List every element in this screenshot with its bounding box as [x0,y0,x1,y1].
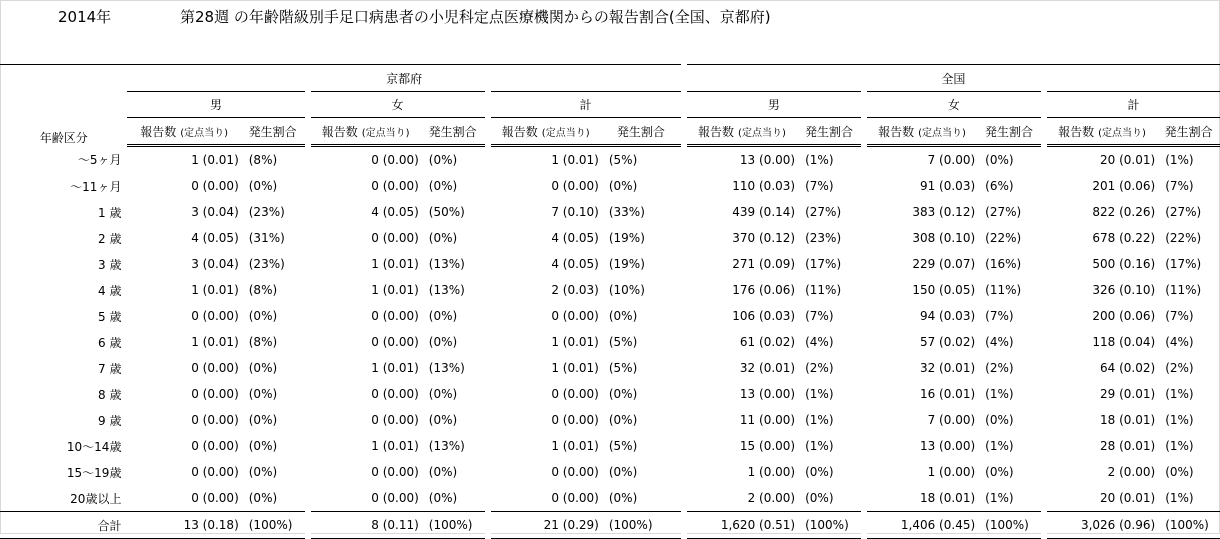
ratio-cell: (0%) [985,413,1014,427]
reports-label: 報告数 [321,124,358,139]
national-total-reports-header [1044,118,1157,146]
count-cell: 18 (0.01) [864,485,977,512]
region-national-header: 全国 [684,65,1220,92]
reports-label: 報告数 [878,124,915,139]
count-cell: 0 (0.00) [308,459,421,485]
kyoto-male-reports-header [127,118,240,146]
age-cell: 2 歳 [98,231,122,246]
national-female-reports-header [864,118,977,146]
count-cell: 3,026 (0.96) [1044,512,1157,539]
table-row [0,303,1220,329]
age-cell: ～11ヶ月 [70,179,122,194]
per-sentinel-label: (定点当り) [1098,127,1146,139]
ratio-cell: (1%) [985,491,1014,505]
per-sentinel-label: (定点当り) [738,127,786,139]
kyoto-total-reports-header [488,118,601,146]
count-cell: 15 (0.00) [684,433,797,459]
count-cell: 57 (0.02) [864,329,977,355]
ratio-cell: (31%) [248,231,285,245]
ratio-cell: (100%) [797,512,864,539]
count-cell: 1,620 (0.51) [684,512,797,539]
count-cell: 0 (0.00) [308,407,421,433]
ratio-cell: (0%) [428,153,458,167]
count-cell: 229 (0.07) [864,251,977,277]
age-cell: 20歳以上 [70,491,122,506]
count-cell: 271 (0.09) [684,251,797,277]
table-row [0,407,1220,433]
age-header: 年齢区分 [39,130,88,145]
count-cell: 822 (0.26) [1044,199,1157,225]
count-cell: 1 (0.01) [308,433,421,459]
ratio-cell: (0%) [805,465,834,479]
ratio-cell: (0%) [601,173,684,199]
count-cell: 0 (0.00) [191,491,239,505]
per-sentinel-label: (定点当り) [361,127,410,139]
per-sentinel-label: (定点当り) [180,127,229,139]
ratio-cell: (0%) [248,309,278,323]
count-cell: 1 (0.01) [488,355,601,381]
count-cell: 118 (0.04) [1044,329,1157,355]
table-row [0,485,1220,512]
count-cell: 1 (0.00) [864,459,977,485]
ratio-cell: (23%) [248,205,285,219]
ratio-cell: (0%) [805,491,834,505]
ratio-cell: (19%) [601,251,684,277]
count-cell: 110 (0.03) [684,173,797,199]
ratio-cell: (1%) [1165,439,1194,453]
ratio-cell: (0%) [985,465,1014,479]
count-cell: 13 (0.00) [684,146,797,174]
ratio-cell: (4%) [985,335,1014,349]
age-cell: 10～14歳 [66,439,122,454]
ratio-cell: (0%) [428,465,458,479]
count-cell: 16 (0.01) [864,381,977,407]
age-cell: 9 歳 [98,413,122,428]
count-cell: 0 (0.00) [488,459,601,485]
per-sentinel-label: (定点当り) [541,127,590,139]
ratio-cell: (4%) [805,335,834,349]
count-cell: 61 (0.02) [684,329,797,355]
count-cell: 2 (0.00) [1044,459,1157,485]
count-cell: 3 (0.04) [191,257,239,271]
ratio-cell: (7%) [1165,179,1194,193]
count-cell: 18 (0.01) [1044,407,1157,433]
ratio-cell: (0%) [428,309,458,323]
ratio-cell: (0%) [428,387,458,401]
age-cell: ～5ヶ月 [77,152,122,167]
count-cell: 0 (0.00) [308,146,421,174]
count-cell: 0 (0.00) [191,361,239,375]
ratio-cell: (0%) [248,439,278,453]
age-cell: 5 歳 [98,309,122,324]
ratio-cell: (2%) [805,361,834,375]
kyoto-total-ratio-header: 発生割合 [601,118,684,146]
ratio-cell: (7%) [1165,309,1194,323]
table-row [0,199,1220,225]
count-cell: 0 (0.00) [191,387,239,401]
ratio-cell: (13%) [428,283,465,297]
ratio-cell: (0%) [428,231,458,245]
count-cell: 176 (0.06) [684,277,797,303]
count-cell: 1 (0.01) [488,433,601,459]
count-cell: 308 (0.10) [864,225,977,251]
count-cell: 0 (0.00) [191,465,239,479]
count-cell: 0 (0.00) [308,225,421,251]
ratio-cell: (1%) [805,387,834,401]
reports-label: 報告数 [1058,124,1095,139]
ratio-cell: (0%) [601,303,684,329]
count-cell: 4 (0.05) [191,231,239,245]
ratio-cell: (27%) [805,205,842,219]
count-cell: 1 (0.01) [308,251,421,277]
age-cell: 15～19歳 [66,465,122,480]
ratio-cell: (23%) [805,231,842,245]
region-kyoto-header: 京都府 [127,65,683,92]
ratio-cell: (0%) [248,361,278,375]
count-cell: 3 (0.04) [191,205,239,219]
ratio-cell: (13%) [428,439,465,453]
ratio-cell: (0%) [601,381,684,407]
ratio-cell: (0%) [428,491,458,505]
table-row [0,146,1220,174]
ratio-cell: (5%) [601,146,684,174]
count-cell: 28 (0.01) [1044,433,1157,459]
count-cell: 1 (0.01) [191,335,239,349]
year-label: 2014年 [58,8,112,26]
ratio-cell: (4%) [1165,335,1194,349]
ratio-cell: (0%) [248,465,278,479]
hfmd-age-table [0,64,1220,539]
national-female-header: 女 [864,92,1044,118]
ratio-cell: (1%) [1165,413,1194,427]
count-cell: 150 (0.05) [864,277,977,303]
count-cell: 32 (0.01) [864,355,977,381]
table-row [0,225,1220,251]
reports-label: 報告数 [698,124,735,139]
ratio-cell: (1%) [805,153,834,167]
ratio-cell: (1%) [985,439,1014,453]
count-cell: 0 (0.00) [191,179,239,193]
count-cell: 0 (0.00) [488,173,601,199]
ratio-cell: (2%) [1165,361,1194,375]
count-cell: 13 (0.00) [684,381,797,407]
count-cell: 32 (0.01) [684,355,797,381]
kyoto-female-header: 女 [308,92,488,118]
age-cell: 合計 [0,512,127,539]
ratio-cell: (1%) [805,439,834,453]
ratio-cell: (100%) [601,512,684,539]
national-male-header: 男 [684,92,864,118]
ratio-cell: (6%) [985,179,1014,193]
count-cell: 11 (0.00) [684,407,797,433]
kyoto-female-ratio-header: 発生割合 [421,118,488,146]
count-cell: 1 (0.01) [191,283,239,297]
table-row [0,355,1220,381]
count-cell: 0 (0.00) [308,173,421,199]
ratio-cell: (7%) [805,309,834,323]
ratio-cell: (0%) [601,407,684,433]
ratio-cell: (0%) [1165,465,1194,479]
count-cell: 2 (0.00) [684,485,797,512]
count-cell: 0 (0.00) [191,439,239,453]
kyoto-female-reports-header [308,118,421,146]
count-cell: 4 (0.05) [308,199,421,225]
count-cell: 106 (0.03) [684,303,797,329]
count-cell: 0 (0.00) [191,309,239,323]
ratio-cell: (1%) [805,413,834,427]
age-cell: 8 歳 [98,387,122,402]
count-cell: 1 (0.01) [488,146,601,174]
count-cell: 0 (0.00) [488,303,601,329]
count-cell: 4 (0.05) [488,225,601,251]
kyoto-male-header: 男 [127,92,307,118]
per-sentinel-label: (定点当り) [918,127,966,139]
ratio-cell: (1%) [1165,387,1194,401]
count-cell: 20 (0.01) [1044,485,1157,512]
ratio-cell: (33%) [601,199,684,225]
count-cell: 13 (0.18) [127,512,240,539]
count-cell: 13 (0.00) [864,433,977,459]
count-cell: 370 (0.12) [684,225,797,251]
count-cell: 8 (0.11) [308,512,421,539]
count-cell: 0 (0.00) [308,303,421,329]
ratio-cell: (0%) [601,485,684,512]
count-cell: 29 (0.01) [1044,381,1157,407]
count-cell: 64 (0.02) [1044,355,1157,381]
count-cell: 1 (0.01) [488,329,601,355]
count-cell: 383 (0.12) [864,199,977,225]
ratio-cell: (8%) [248,283,278,297]
table-row [0,381,1220,407]
table-row [0,173,1220,199]
count-cell: 20 (0.01) [1044,146,1157,174]
reports-label: 報告数 [501,124,538,139]
count-cell: 1 (0.01) [308,355,421,381]
count-cell: 0 (0.00) [488,381,601,407]
ratio-cell: (0%) [985,153,1014,167]
ratio-cell: (0%) [601,459,684,485]
ratio-cell: (19%) [601,225,684,251]
count-cell: 326 (0.10) [1044,277,1157,303]
ratio-cell: (0%) [428,179,458,193]
national-male-ratio-header: 発生割合 [797,118,864,146]
ratio-cell: (2%) [985,361,1014,375]
ratio-cell: (100%) [241,512,308,539]
age-cell: 1 歳 [98,205,122,220]
count-cell: 2 (0.03) [488,277,601,303]
ratio-cell: (11%) [805,283,842,297]
count-cell: 1 (0.01) [191,153,239,167]
count-cell: 0 (0.00) [308,329,421,355]
ratio-cell: (0%) [248,491,278,505]
count-cell: 439 (0.14) [684,199,797,225]
table-row [0,512,1220,539]
count-cell: 0 (0.00) [191,413,239,427]
ratio-cell: (7%) [805,179,834,193]
ratio-cell: (13%) [428,257,465,271]
count-cell: 7 (0.00) [864,146,977,174]
ratio-cell: (100%) [977,512,1044,539]
kyoto-male-ratio-header: 発生割合 [241,118,308,146]
count-cell: 21 (0.29) [488,512,601,539]
national-total-ratio-header: 発生割合 [1157,118,1220,146]
ratio-cell: (10%) [601,277,684,303]
age-cell: 7 歳 [98,361,122,376]
count-cell: 0 (0.00) [488,485,601,512]
ratio-cell: (27%) [985,205,1022,219]
ratio-cell: (11%) [985,283,1022,297]
count-cell: 0 (0.00) [308,381,421,407]
age-header-top [0,65,127,92]
count-cell: 500 (0.16) [1044,251,1157,277]
table-row [0,251,1220,277]
count-cell: 0 (0.00) [308,485,421,512]
count-cell: 200 (0.06) [1044,303,1157,329]
count-cell: 94 (0.03) [864,303,977,329]
ratio-cell: (100%) [421,512,488,539]
count-cell: 7 (0.10) [488,199,601,225]
ratio-cell: (8%) [248,153,278,167]
ratio-cell: (23%) [248,257,285,271]
count-cell: 4 (0.05) [488,251,601,277]
count-cell: 0 (0.00) [488,407,601,433]
ratio-cell: (0%) [248,413,278,427]
age-cell: 3 歳 [98,257,122,272]
ratio-cell: (5%) [601,355,684,381]
count-cell: 1 (0.01) [308,277,421,303]
ratio-cell: (100%) [1157,512,1220,539]
ratio-cell: (16%) [985,257,1022,271]
count-cell: 7 (0.00) [864,407,977,433]
count-cell: 1 (0.00) [684,459,797,485]
ratio-cell: (0%) [248,179,278,193]
ratio-cell: (22%) [1165,231,1202,245]
page-title: 第28週 の年齢階級別手足口病患者の小児科定点医療機関からの報告割合(全国、京都府) [180,8,771,26]
count-cell: 678 (0.22) [1044,225,1157,251]
ratio-cell: (1%) [1165,491,1194,505]
reports-label: 報告数 [140,124,177,139]
ratio-cell: (7%) [985,309,1014,323]
ratio-cell: (50%) [428,205,465,219]
ratio-cell: (8%) [248,335,278,349]
table-row [0,277,1220,303]
ratio-cell: (0%) [428,413,458,427]
national-male-reports-header [684,118,797,146]
ratio-cell: (13%) [428,361,465,375]
table-row [0,329,1220,355]
age-cell: 4 歳 [98,283,122,298]
ratio-cell: (1%) [1165,153,1194,167]
ratio-cell: (5%) [601,433,684,459]
table-row [0,459,1220,485]
age-cell: 6 歳 [98,335,122,350]
count-cell: 1,406 (0.45) [864,512,977,539]
count-cell: 201 (0.06) [1044,173,1157,199]
ratio-cell: (0%) [248,387,278,401]
ratio-cell: (27%) [1165,205,1202,219]
national-total-header: 計 [1044,92,1220,118]
national-female-ratio-header: 発生割合 [977,118,1044,146]
ratio-cell: (11%) [1165,283,1202,297]
ratio-cell: (17%) [1165,257,1202,271]
ratio-cell: (22%) [985,231,1022,245]
ratio-cell: (0%) [428,335,458,349]
ratio-cell: (1%) [985,387,1014,401]
kyoto-total-header: 計 [488,92,684,118]
ratio-cell: (5%) [601,329,684,355]
count-cell: 91 (0.03) [864,173,977,199]
ratio-cell: (17%) [805,257,842,271]
table-row [0,433,1220,459]
